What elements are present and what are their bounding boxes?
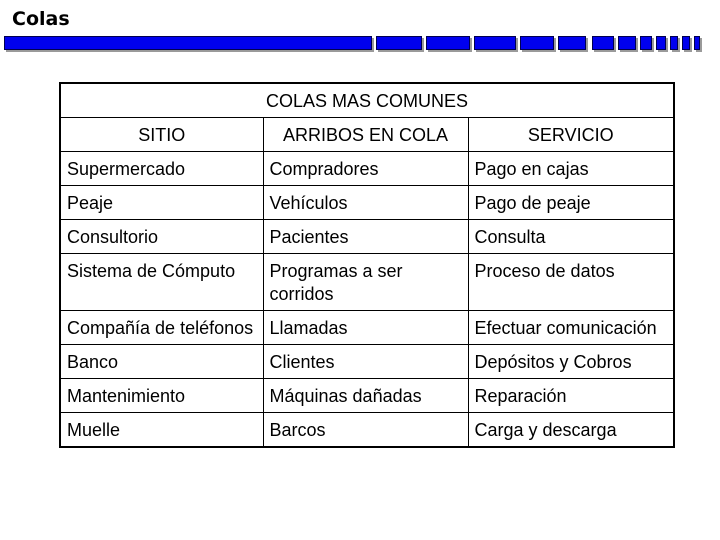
- title-bar-segment: [656, 36, 666, 50]
- cell-servicio: Pago de peaje: [468, 186, 674, 220]
- cell-servicio: Proceso de datos: [468, 254, 674, 311]
- header-servicio: SERVICIO: [468, 118, 674, 152]
- queues-table: [59, 82, 675, 448]
- title-bar-segment: [376, 36, 422, 50]
- table-row: [60, 379, 674, 413]
- cell-servicio: Pago en cajas: [468, 152, 674, 186]
- title-bar-segment: [682, 36, 690, 50]
- cell-arribos: Clientes: [263, 345, 468, 379]
- cell-arribos: Compradores: [263, 152, 468, 186]
- title-bar-segment: [640, 36, 652, 50]
- cell-servicio: Carga y descarga: [468, 413, 674, 448]
- table-row: [60, 152, 674, 186]
- cell-arribos: Barcos: [263, 413, 468, 448]
- table-row: [60, 345, 674, 379]
- queues-table-container: [59, 82, 673, 448]
- title-bar-segment: [670, 36, 678, 50]
- cell-arribos: Pacientes: [263, 220, 468, 254]
- table-row: [60, 220, 674, 254]
- cell-arribos: Programas a ser corridos: [263, 254, 468, 311]
- cell-sitio: Compañía de teléfonos: [60, 311, 263, 345]
- table-row: [60, 254, 674, 311]
- cell-arribos: Vehículos: [263, 186, 468, 220]
- title-bar-segment: [618, 36, 636, 50]
- title-bar-segment: [558, 36, 586, 50]
- cell-servicio: Depósitos y Cobros: [468, 345, 674, 379]
- cell-sitio: Peaje: [60, 186, 263, 220]
- title-bar-segment: [694, 36, 700, 50]
- table-row: [60, 413, 674, 448]
- cell-sitio: Muelle: [60, 413, 263, 448]
- cell-servicio: Efectuar comunicación: [468, 311, 674, 345]
- title-bar-segment: [474, 36, 516, 50]
- table-row: [60, 311, 674, 345]
- cell-servicio: Consulta: [468, 220, 674, 254]
- title-bar-segment: [426, 36, 470, 50]
- header-arribos: ARRIBOS EN COLA: [263, 118, 468, 152]
- slide-title: Colas: [12, 8, 70, 30]
- title-bar-segment: [520, 36, 554, 50]
- cell-sitio: Banco: [60, 345, 263, 379]
- cell-arribos: Llamadas: [263, 311, 468, 345]
- cell-arribos: Máquinas dañadas: [263, 379, 468, 413]
- cell-sitio: Sistema de Cómputo: [60, 254, 263, 311]
- table-caption-row: [60, 83, 674, 118]
- table-header-row: [60, 118, 674, 152]
- cell-sitio: Mantenimiento: [60, 379, 263, 413]
- header-sitio: SITIO: [60, 118, 263, 152]
- cell-servicio: Reparación: [468, 379, 674, 413]
- title-bar-segment: [592, 36, 614, 50]
- table-row: [60, 186, 674, 220]
- title-bar-segment: [4, 36, 372, 50]
- cell-sitio: Consultorio: [60, 220, 263, 254]
- table-caption: COLAS MAS COMUNES: [60, 83, 674, 118]
- cell-sitio: Supermercado: [60, 152, 263, 186]
